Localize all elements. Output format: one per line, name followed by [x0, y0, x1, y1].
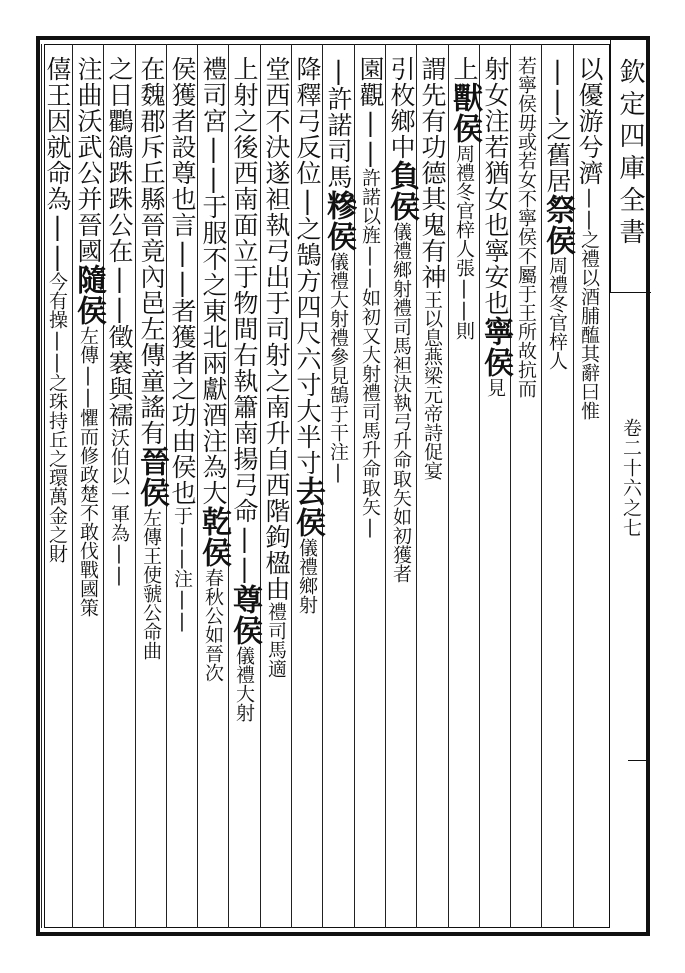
annotation-text: 禮司馬適 — [265, 602, 287, 678]
margin-rule — [628, 760, 650, 761]
annotation-text: 儀禮大射禮參見鵠于干注| — [327, 252, 349, 483]
annotation-text: 若寧侯毋或若女不寧侯不屬于王所故抗而 — [515, 56, 537, 398]
annotation-text: 周禮冬官梓人 — [546, 256, 568, 370]
main-text: 園觀|| — [356, 56, 385, 168]
annotation-text: 見 — [484, 378, 506, 397]
annotation-text: 儀禮鄉射 — [296, 538, 318, 614]
volume-label: 卷二十六之七 — [620, 418, 642, 538]
main-text: 降釋弓反位 — [293, 56, 322, 186]
main-text: 謂先有功德其鬼有神 — [418, 56, 447, 290]
annotation-text: 今有操||之珠持丘之環萬金之財 — [46, 272, 68, 563]
main-text: 以優游兮濟 — [575, 56, 604, 186]
main-text: 僖王因就命為|| — [43, 56, 72, 272]
annotation-text: 于||注|| — [171, 506, 193, 632]
entry-heading: 晉侯 — [134, 446, 169, 508]
main-text: 射女注若猶女也寧安也 — [481, 56, 510, 316]
main-text: 在魏郡斥丘縣晉竟內邑左傳童謠有 — [137, 56, 166, 446]
main-text: ||之舊居 — [543, 56, 572, 194]
entry-heading: 尊侯 — [227, 584, 262, 646]
main-text: 之日鸜鵒跦跦公在||徵褰與襦 — [105, 56, 134, 428]
annotation-text: 王以息燕梁元帝詩促宴 — [421, 290, 443, 480]
main-text: 侯獲者設尊也言||者獲者之功由侯也 — [168, 56, 197, 506]
annotation-text: ||之禮以酒脯醢其辭曰惟 — [578, 186, 600, 420]
main-text: |許諾司馬 — [324, 56, 353, 190]
main-text: 上射之後西南面立于物間右執簫南揚弓命|| — [230, 56, 259, 584]
main-text: 堂西不決遂袒執弓出于司射之南升自西階鉤楹由 — [262, 56, 291, 602]
entry-heading: 隨侯 — [71, 264, 106, 326]
annotation-text: 儀禮大射 — [233, 646, 255, 722]
annotation-text: 左傳||懼而修政楚不敢伐戰國策 — [77, 326, 99, 617]
main-text: |之鵠方四尺六寸大半寸 — [293, 186, 322, 476]
annotation-text: 周禮冬官梓人張||則 — [453, 144, 475, 340]
annotation-text: 左傳王使虢公命曲 — [140, 508, 162, 660]
annotation-text: 許諾以旌||如初又大射禮司馬升命取矢| — [359, 168, 381, 538]
annotation-text: 春秋公如晉次 — [202, 568, 224, 682]
main-text: 注曲沃武公并晉國 — [74, 56, 103, 264]
entry-heading: 乾侯 — [196, 506, 231, 568]
main-text: 上 — [450, 56, 479, 82]
entry-heading: 糝侯 — [321, 190, 356, 252]
book-title: 欽定四庫全書 — [615, 58, 645, 250]
entry-heading: 獸侯 — [447, 82, 482, 144]
annotation-text: 沃伯以一軍為|| — [108, 428, 130, 586]
main-text: 禮司宮||于服不之東北兩獻酒注為大 — [199, 56, 228, 506]
text-column — [36, 56, 78, 918]
entry-heading: 祭侯 — [540, 194, 575, 256]
entry-heading: 去侯 — [290, 476, 325, 538]
main-text: 引枚鄉中 — [387, 56, 416, 160]
annotation-text: 儀禮鄉射禮司馬袒決執弓升命取矢如初獲者 — [390, 222, 412, 583]
entry-heading: 負侯 — [384, 160, 419, 222]
entry-heading: 寧侯 — [478, 316, 513, 378]
